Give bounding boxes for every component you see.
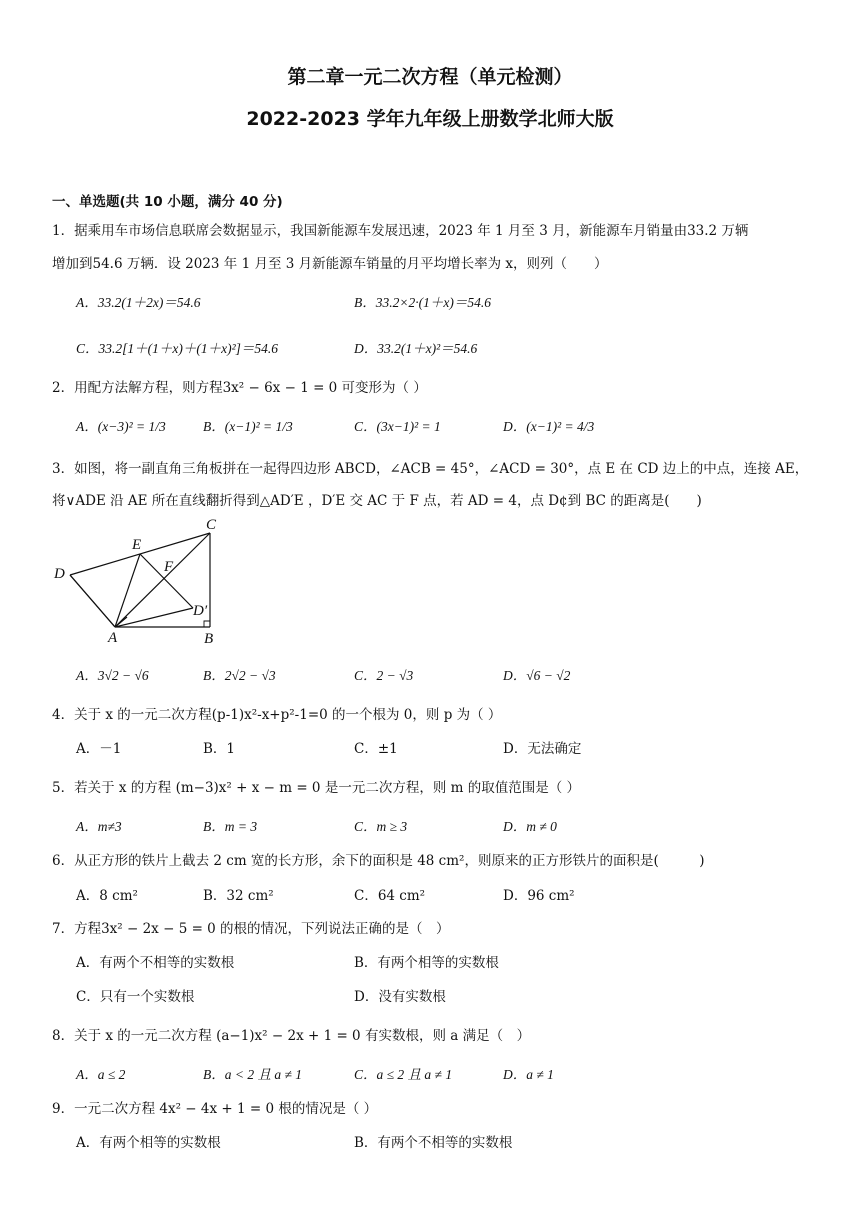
q5-option-b: B．m = 3	[203, 819, 258, 834]
geometry-figure	[52, 515, 232, 650]
q6-option-b: B．32 cm²	[203, 888, 274, 904]
q6-option-d: D．96 cm²	[503, 888, 575, 904]
q3-stem-line1: 3．如图，将一副直角三角板拼在一起得四边形 ABCD，∠ACB = 45°，∠ACD = 30°，点 E 在 CD 边上的中点，连接 AE，	[52, 461, 809, 477]
q4-option-a: A．－1	[76, 741, 122, 757]
q6-option-c: C．64 cm²	[354, 888, 426, 904]
q8-option-b: B．a < 2 且 a ≠ 1	[203, 1067, 303, 1082]
q2-option-b: B．(x−1)² = 1/3	[203, 419, 293, 434]
q6-stem: 6．从正方形的铁片上截去 2 cm 宽的长方形，余下的面积是 48 cm²，则原来的正方形铁片的面积是( )	[52, 853, 705, 869]
q2-option-d: D．(x−1)² = 4/3	[503, 419, 595, 434]
q4-option-d: D．无法确定	[503, 741, 582, 757]
q2-option-c: C．(3x−1)² = 1	[354, 419, 441, 434]
q8-option-c: C．a ≤ 2 且 a ≠ 1	[354, 1067, 453, 1082]
label-b: B	[204, 631, 214, 647]
q4-option-b: B．1	[203, 741, 236, 757]
doc-subtitle: 2022-2023 学年九年级上册数学北师大版	[246, 108, 614, 130]
label-c: C	[206, 517, 217, 533]
q1-option-d: D．33.2(1＋x)²＝54.6	[354, 341, 478, 356]
q2-stem: 2．用配方法解方程，则方程3x² − 6x − 1 = 0 可变形为（ ）	[52, 380, 427, 396]
q6-option-a: A．8 cm²	[76, 888, 138, 904]
q9-stem: 9．一元二次方程 4x² − 4x + 1 = 0 根的情况是（ ）	[52, 1101, 378, 1117]
q1-option-b: B．33.2×2·(1＋x)＝54.6	[354, 295, 491, 310]
section-heading: 一、单选题(共 10 小题，满分 40 分)	[52, 194, 283, 210]
q1-stem-line2: 增加到54.6 万辆．设 2023 年 1 月至 3 月新能源车销量的月平均增长率为 x，则列（ ）	[52, 256, 608, 272]
q7-option-b: B．有两个相等的实数根	[354, 955, 499, 971]
q4-stem: 4．关于 x 的一元二次方程(p-1)x²-x+p²-1=0 的一个根为 0，则 p 为（ ）	[52, 707, 502, 723]
q3-option-a: A．3√2 − √6	[76, 668, 149, 683]
q4-option-c: C．±1	[354, 741, 398, 757]
q8-option-d: D．a ≠ 1	[503, 1067, 554, 1082]
q7-option-a: A．有两个不相等的实数根	[76, 955, 235, 971]
doc-title: 第二章一元二次方程（单元检测）	[287, 66, 573, 88]
q5-stem: 5．若关于 x 的方程 (m−3)x² + x − m = 0 是一元二次方程，则 m 的取值范围是（ ）	[52, 780, 580, 796]
q1-stem-line1: 1．据乘用车市场信息联席会数据显示，我国新能源车发展迅速，2023 年 1 月至 3 月，新能源车月销量由33.2 万辆	[52, 223, 749, 239]
q1-option-c: C．33.2[1＋(1＋x)＋(1＋x)²]＝54.6	[76, 341, 279, 356]
q3-option-c: C．2 − √3	[354, 668, 414, 683]
q9-option-a: A．有两个相等的实数根	[76, 1135, 221, 1151]
label-d: D	[54, 566, 65, 582]
q2-option-a: A．(x−3)² = 1/3	[76, 419, 166, 434]
q7-option-c: C．只有一个实数根	[76, 989, 195, 1005]
q5-option-a: A．m≠3	[76, 819, 122, 834]
q3-option-d: D．√6 − √2	[503, 668, 571, 683]
q8-option-a: A．a ≤ 2	[76, 1067, 126, 1082]
q1-option-a: A．33.2(1＋2x)＝54.6	[76, 295, 201, 310]
q5-option-d: D．m ≠ 0	[503, 819, 557, 834]
q8-stem: 8．关于 x 的一元二次方程 (a−1)x² − 2x + 1 = 0 有实数根，则 a 满足（ ）	[52, 1028, 531, 1044]
q5-option-c: C．m ≥ 3	[354, 819, 408, 834]
q7-stem: 7．方程3x² − 2x − 5 = 0 的根的情况，下列说法正确的是（ ）	[52, 921, 450, 937]
q3-stem-line2: 将∨ADE 沿 AE 所在直线翻折得到△AD′E ，D′E 交 AC 于 F 点，若 AD = 4，点 D¢到 BC 的距离是( )	[52, 493, 702, 509]
segment-ae	[115, 554, 140, 627]
label-f: F	[164, 559, 174, 575]
right-angle-mark	[204, 621, 210, 627]
label-e: E	[132, 537, 142, 553]
q7-option-d: D．没有实数根	[354, 989, 446, 1005]
label-d-prime: D′	[193, 603, 208, 619]
label-a: A	[108, 630, 118, 646]
segment-ad	[70, 575, 115, 627]
q3-option-b: B．2√2 − √3	[203, 668, 276, 683]
q9-option-b: B．有两个不相等的实数根	[354, 1135, 513, 1151]
